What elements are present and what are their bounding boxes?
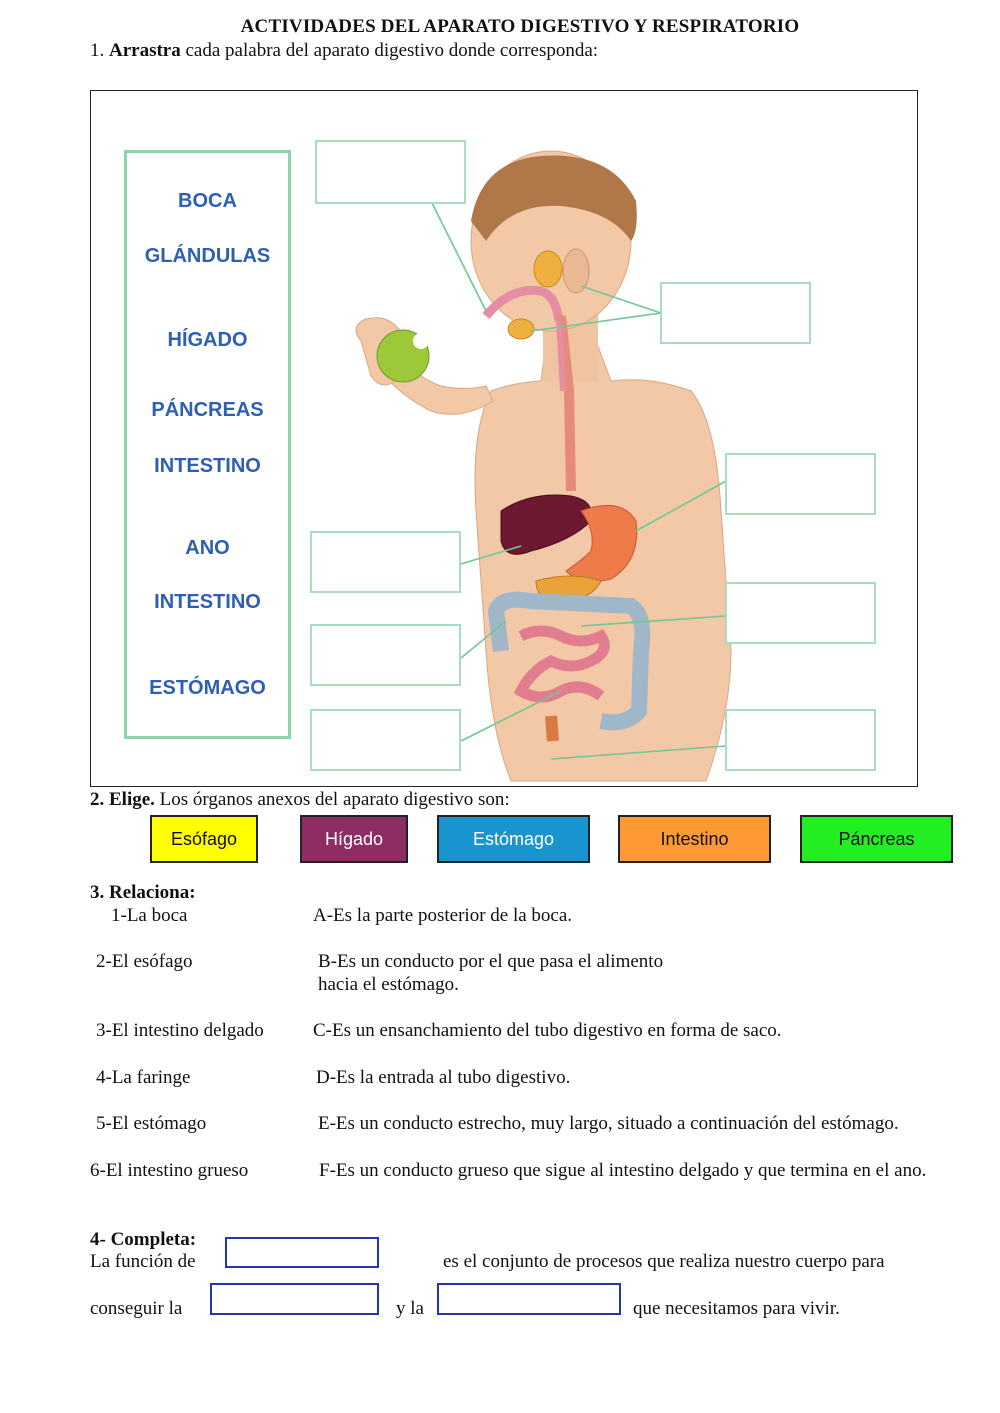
drop-target-4[interactable] [310,531,461,593]
relate-left-2[interactable]: 2-El esófago [96,951,193,972]
word-intestino-2[interactable]: INTESTINO [154,591,261,613]
relate-right-a[interactable]: A-Es la parte posterior de la boca. [313,905,573,926]
relate-left-3[interactable]: 3-El intestino delgado [96,1020,264,1041]
relate-left-1[interactable]: 1-La boca [111,905,188,926]
complete-text-3: conseguir la [90,1298,183,1319]
question-3-title: 3. Relaciona: [90,882,196,903]
drop-target-5[interactable] [725,582,876,644]
question-4-title: 4- Completa: [90,1229,197,1250]
complete-text-1: La función de [90,1251,196,1272]
relate-left-6[interactable]: 6-El intestino grueso [90,1160,249,1181]
question-1-text: cada palabra del aparato digestivo donde corresponda: [185,40,599,61]
option-estomago[interactable]: Estómago [437,815,590,863]
word-pancreas[interactable]: PÁNCREAS [151,399,264,421]
relate-right-b-cont: hacia el estómago. [318,974,459,995]
question-2 [90,789,510,811]
blank-1[interactable] [225,1237,379,1268]
relate-right-d[interactable]: D-Es la entrada al tubo digestivo. [316,1067,571,1088]
digestive-system-illustration [91,91,918,787]
option-higado[interactable]: Hígado [300,815,408,863]
word-glandulas[interactable]: GLÁNDULAS [144,245,271,267]
relate-right-c[interactable]: C-Es un ensanchamiento del tubo digestivo en forma de saco. [313,1020,782,1041]
word-boca[interactable]: BOCA [178,190,237,212]
relate-right-e[interactable]: E-Es un conducto estrecho, muy largo, situado a continuación del estómago. [318,1113,899,1134]
option-intestino[interactable]: Intestino [618,815,771,863]
drop-target-6[interactable] [310,624,461,686]
drop-target-8[interactable] [310,709,461,771]
option-esofago[interactable]: Esófago [150,815,258,863]
question-2-text: Los órganos anexos del aparato digestivo son: [159,789,510,810]
word-estomago[interactable]: ESTÓMAGO [149,677,266,699]
relate-left-5[interactable]: 5-El estómago [96,1113,207,1134]
question-1-bold: Arrastra [109,40,181,61]
diagram-frame [90,90,918,787]
complete-text-2: es el conjunto de procesos que realiza nuestro cuerpo para [443,1251,885,1272]
question-1 [90,40,598,62]
question-2-bold: 2. Elige. [90,789,155,810]
blank-3[interactable] [437,1283,621,1315]
word-higado[interactable]: HÍGADO [167,329,248,351]
blank-2[interactable] [210,1283,379,1315]
drop-target-7[interactable] [725,709,876,771]
option-pancreas[interactable]: Páncreas [800,815,953,863]
drop-target-1[interactable] [315,140,466,204]
complete-text-5: que necesitamos para vivir. [633,1298,840,1319]
question-1-number: 1. [90,40,105,61]
word-ano[interactable]: ANO [185,537,230,559]
drop-target-2[interactable] [660,282,811,344]
relate-left-4[interactable]: 4-La faringe [96,1067,191,1088]
page-title: ACTIVIDADES DEL APARATO DIGESTIVO Y RESPIRATORIO [240,16,800,37]
drop-target-3[interactable] [725,453,876,515]
complete-text-4: y la [396,1298,424,1319]
word-intestino-1[interactable]: INTESTINO [154,455,261,477]
relate-right-f[interactable]: F-Es un conducto grueso que sigue al intestino delgado y que termina en el ano. [319,1160,927,1181]
relate-right-b[interactable]: B-Es un conducto por el que pasa el alimento [318,951,664,972]
